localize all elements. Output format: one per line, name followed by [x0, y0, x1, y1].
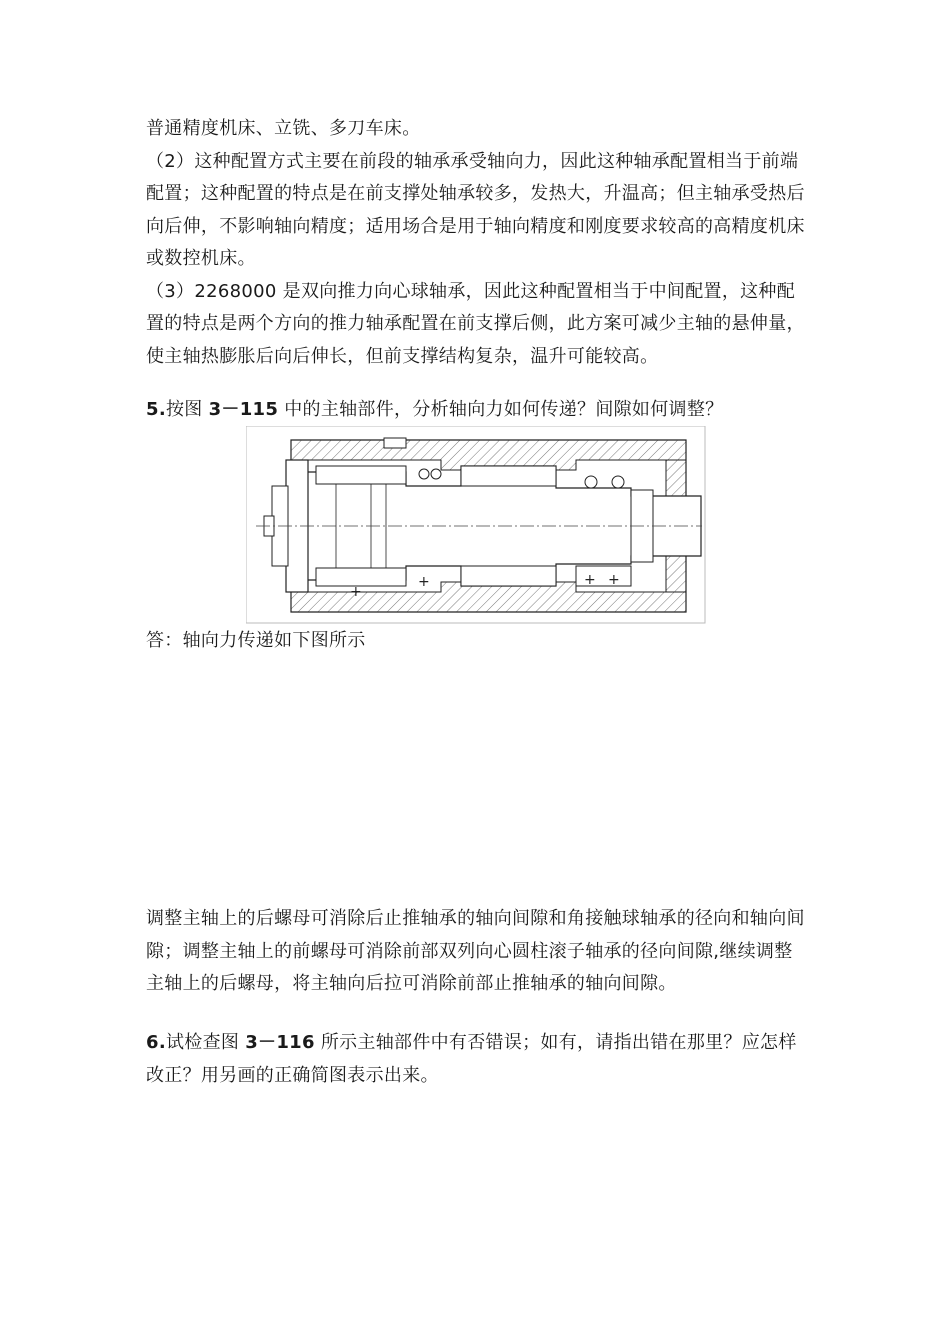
intro-item-2: （2）这种配置方式主要在前段的轴承承受轴向力，因此这种轴承配置相当于前端配置；这种配置的特点是在前支撑处轴承较多，发热大，升温高；但主轴承受热后向后伸，不影响轴向精度；适用场合是用于轴向精度和刚度要求较高的高精度机床或数控机床。 [146, 150, 805, 269]
question-5-title [146, 394, 808, 427]
svg-text:+: + [418, 574, 430, 590]
answer-label: 答：轴向力传递如下图所示 [146, 630, 366, 651]
intro-line-1: 普通精度机床、立铣、多刀车床。 [146, 118, 421, 139]
q5-number: 5. [146, 399, 166, 420]
intro-section [146, 113, 808, 373]
rear-ball-top-1 [585, 476, 597, 488]
middle-sleeve-top [461, 466, 556, 486]
spindle-drawing [246, 426, 706, 624]
svg-text:+: + [608, 572, 620, 588]
spindle-assembly-figure [246, 426, 706, 624]
adjust-paragraph: 调整主轴上的后螺母可消除后止推轴承的轴向间隙和角接触球轴承的径向和轴向间隙；调整主轴上的前螺母可消除前部双列向心圆柱滚子轴承的径向间隙,继续调整主轴上的后螺母，将主轴向后拉可消除前部止推轴承的轴向间隙。 [146, 908, 805, 994]
svg-text:+: + [584, 572, 596, 588]
question-6-title [146, 1027, 808, 1092]
q5-rest: 中的主轴部件，分析轴向力如何传递？间隙如何调整？ [278, 399, 724, 420]
q6-prefix: 试检查图 [165, 1032, 246, 1053]
rear-ball-top-2 [612, 476, 624, 488]
svg-text:+: + [350, 584, 362, 600]
intro-item-3: （3）2268000 是双向推力向心球轴承，因此这种配置相当于中间配置，这种配置的特点是两个方向的推力轴承配置在前支撑后侧，此方案可减少主轴的悬伸量，使主轴热膨胀后向后伸长，但前支撑结构复杂，温升可能较高。 [146, 280, 805, 367]
q5-fig-ref: 3－115 [208, 399, 279, 420]
q5-prefix: 按图 [165, 399, 209, 420]
middle-sleeve-bottom [461, 566, 556, 586]
q6-fig-ref: 3－116 [245, 1032, 315, 1053]
front-bearing-top [316, 466, 406, 484]
q6-number: 6. [146, 1032, 166, 1053]
q6-rest: 所示主轴部件中有否错误；如有，请指出错在那里？应怎样改正？用另画的正确简图表示出来。 [146, 1032, 797, 1086]
thrust-ball-top [419, 469, 429, 479]
oil-cap [384, 438, 406, 448]
